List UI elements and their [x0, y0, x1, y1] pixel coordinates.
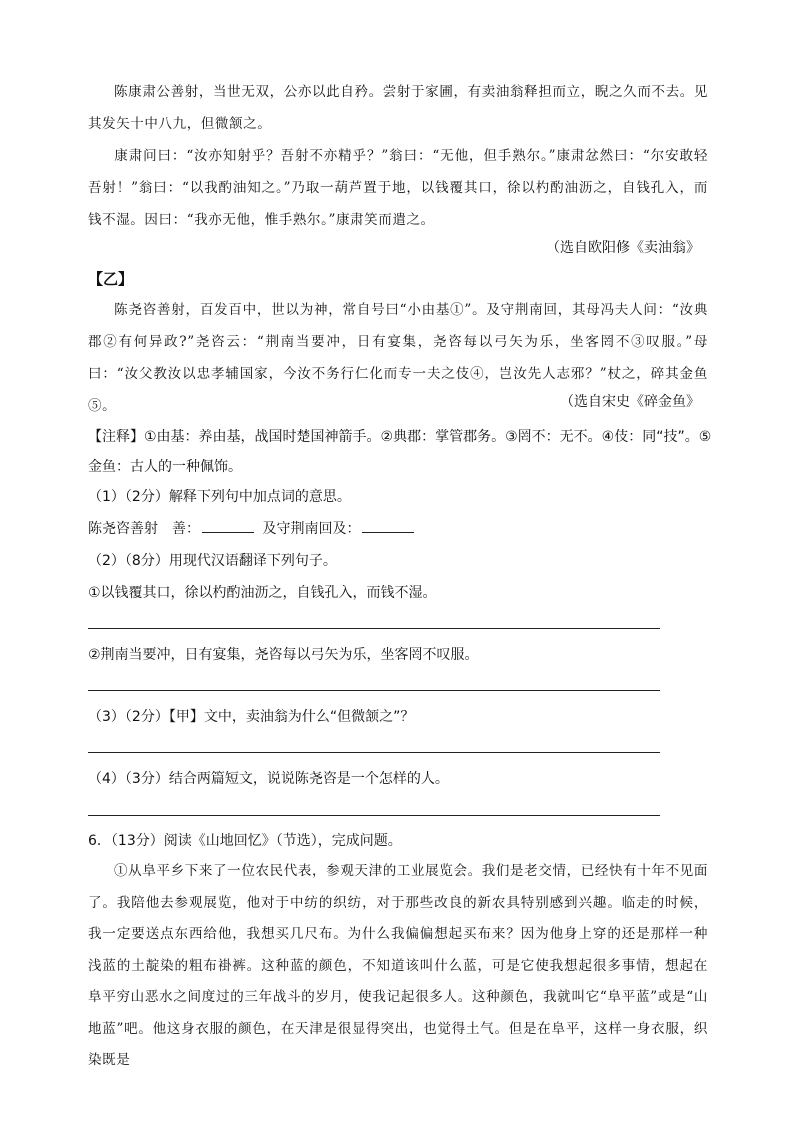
jia-paragraph-1: 陈康肃公善射，当世无双，公亦以此自矜。尝射于家圃，有卖油翁释担而立，睨之久而不去。见其发矢十中八九，但微颔之。 [88, 84, 708, 132]
q6-paragraph: ①从阜平乡下来了一位农民代表，参观天津的工业展览会。我们是老交情，已经快有十年不见面了。我陪他去参观展览，他对于中纺的织纺，对于那些改良的新农具特别感到兴趣。临走的时候，我一定要送点东西给他，我想买几尺布。为什么我偏偏想起买布来？因为他身上穿的还是那样一种浅蓝的土靛染的粗布褂裤。这种蓝的颜色，不知道该叫什么蓝，可是它使我想起很多事情，想起在阜平穷山恶水之间度过的三年战斗的岁月，使我记起很多人。这种颜色，我就叫它“阜平蓝”或是“山地蓝”吧。他这身衣服的颜色，在天津是很显得突出，也觉得土气。但是在阜平，这样一身衣服，织染既是 [88, 863, 708, 1068]
question-2-item-2: ②荆南当要冲，日有宴集，尧咨每以弓矢为乐，坐客罔不叹服。 [88, 647, 479, 663]
annotations: 【注释】①由基：养由基，战国时楚国神箭手。②典郡：掌管郡务。③罔不：无不。④伎：同“技”。⑤金鱼：古人的一种佩饰。 [88, 429, 712, 475]
yi-label: 【乙】 [88, 270, 134, 288]
question-3: （3）（2分）【甲】文中，卖油翁为什么“但微颔之”？ [88, 709, 415, 725]
answer-line-4[interactable] [88, 815, 660, 816]
jia-source: （选自欧阳修《卖油翁》 [546, 240, 700, 256]
yi-paragraph: 陈尧咨善射，百发百中，世以为神，常自号曰“小由基①”。及守荆南回，其母冯夫人问：“汝典郡②有何异政?”尧咨云：“荆南当要冲，日有宴集，尧咨每以弓矢为乐，坐客罔不③叹服。”母曰：“汝父教汝以忠孝辅国家，今汝不务行仁化而专一夫之伎④，岂汝先人志邪？”杖之，碎其金鱼⑤。 [88, 302, 708, 414]
question-4: （4）（3分）结合两篇短文，说说陈尧咨是一个怎样的人。 [88, 771, 449, 787]
yi-source: （选自宋史《碎金鱼》 [560, 394, 700, 410]
jia-paragraph-2: 康肃问曰：“汝亦知射乎？吾射不亦精乎？”翁曰：“无他，但手熟尔。”康肃忿然曰：“尔安敢轻吾射！”翁曰：“以我酌油知之。”乃取一葫芦置于地，以钱覆其口，徐以杓酌油沥之，自钱孔入，而钱不湿。因曰：“我亦无他，惟手熟尔。”康肃笑而遣之。 [88, 148, 708, 228]
answer-line-3[interactable] [88, 752, 660, 753]
answer-blank-shan[interactable] [202, 518, 254, 533]
question-1-items: 陈尧咨善射 善： 及守荆南回及： [88, 514, 728, 544]
answer-line-2-2[interactable] [88, 690, 660, 691]
question-1: （1）（2分）解释下列句中加点词的意思。 [88, 489, 351, 505]
question-6-title: 6．（13分）阅读《山地回忆》（节选），完成问题。 [88, 833, 402, 849]
answer-line-2-1[interactable] [88, 628, 660, 629]
answer-blank-ji[interactable] [362, 518, 414, 533]
question-2: （2）（8分）用现代汉语翻译下列句子。 [88, 553, 337, 569]
question-2-item-1: ①以钱覆其口，徐以杓酌油沥之，自钱孔入，而钱不湿。 [88, 585, 437, 601]
